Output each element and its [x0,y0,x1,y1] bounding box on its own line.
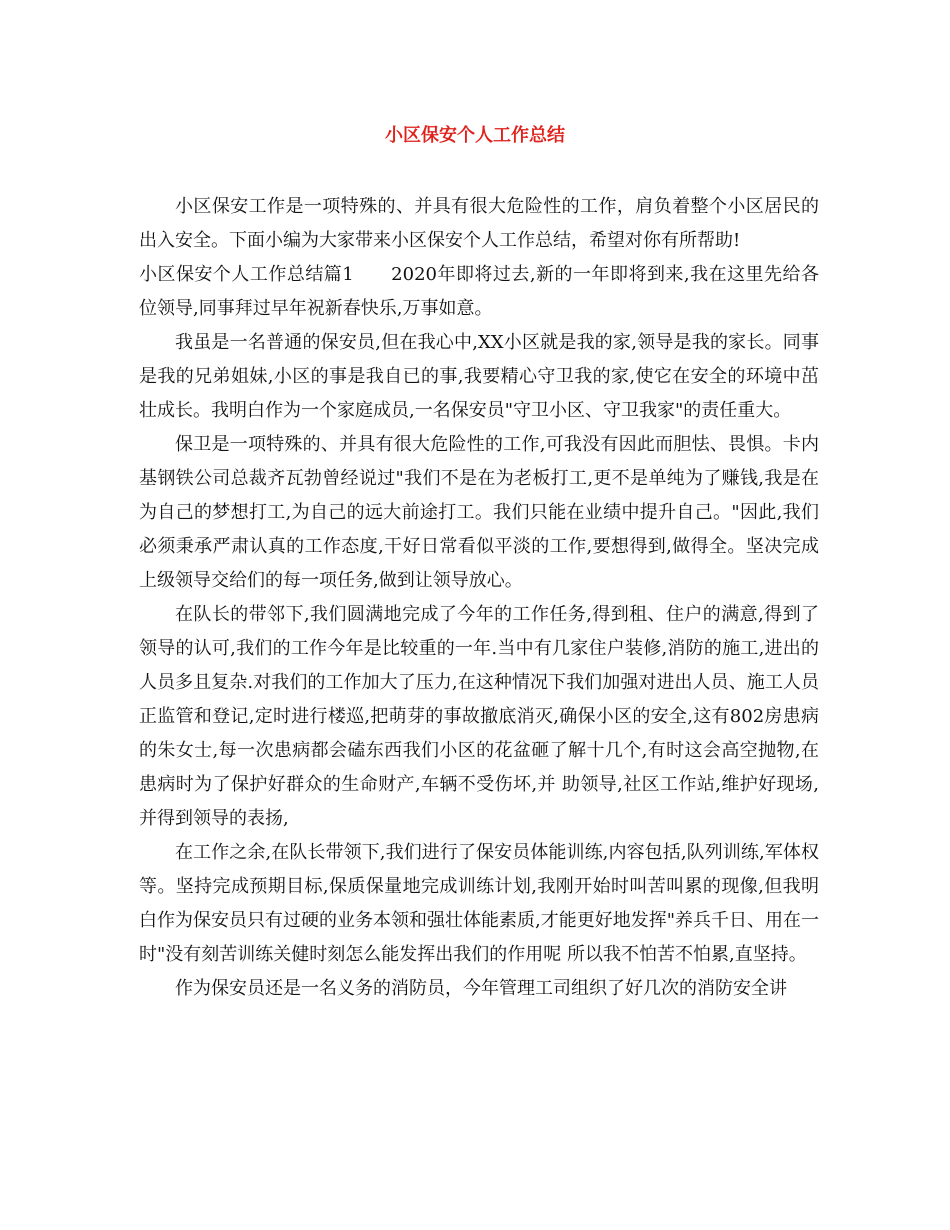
paragraph-body: 在队长的带邻下,我们圆满地完成了今年的工作任务,得到租、住户的满意,得到了领导的认可,我们的工作今年是比较重的一年.当中有几家住户装修,消防的施工,进出的人员多且复杂.对我们的工作加大了压力,在这种情况下我们加强对进出人员、施工人员正监管和登记,定时进行楼巡,把萌芽的事故撤底消灭,确保小区的安全,这有802房患病的朱女士,每一次患病都会磕东西我们小区的花盆砸了解十几个,有时这会高空抛物,在患病时为了保护好群众的生命财产,车辆不受伤坏,并 助领导,社区工作站,维护好现场,并得到领导的表扬, [139,604,819,829]
paragraph-body: 作为保安员还是一名义务的消防员，今年管理工司组织了好几次的消防安全讲 [175,978,787,999]
document-title: 小区保安个人工作总结 [385,125,565,146]
paragraph-body: 在工作之余,在队长带领下,我们进行了保安员体能训练,内容包括,队列训练,军体权等。坚持完成预期目标,保质保量地完成训练计划,我刚开始时叫苦叫累的现像,但我明白作为保安员只有过硬的业务本领和强壮体能素质,才能更好地发挥"养兵千日、用在一时"没有刻苦训练关健时刻怎么能发挥出我们的作用呢 所以我不怕苦不怕累,直坚持。 [139,842,819,965]
paragraph-section-heading: 小区保安个人工作总结篇1 2020年即将过去,新的一年即将到来,我在这里先给各位领导,同事拜过早年祝新春快乐,万事如意。 [139,264,819,319]
paragraph-body: 保卫是一项特殊的、并具有很大危险性的工作,可我没有因此而胆怯、畏惧。卡内基钢铁公司总裁齐瓦勃曾经说过"我们不是在为老板打工,更不是单纯为了赚钱,我是在为自己的梦想打工,为自己的远大前途打工。我们只能在业绩中提升自己。"因此,我们必须秉承严肃认真的工作态度,干好日常看似平淡的工作,要想得到,做得全。坚决完成上级领导交给们的每一项任务,做到让领导放心。 [139,434,819,591]
paragraph-intro: 小区保安工作是一项特殊的、并具有很大危险性的工作，肩负着整个小区居民的出入安全。下面小编为大家带来小区保安个人工作总结，希望对你有所帮助! [139,196,819,251]
document-body [139,190,819,1006]
paragraph-body: 我虽是一名普通的保安员,但在我心中,XX小区就是我的家,领导是我的家长。同事是我的兄弟姐妹,小区的事是我自已的事,我要精心守卫我的家,使它在安全的环境中茁壮成长。我明白作为一个家庭成员,一名保安员"守卫小区、守卫我家"的责任重大。 [139,332,819,421]
